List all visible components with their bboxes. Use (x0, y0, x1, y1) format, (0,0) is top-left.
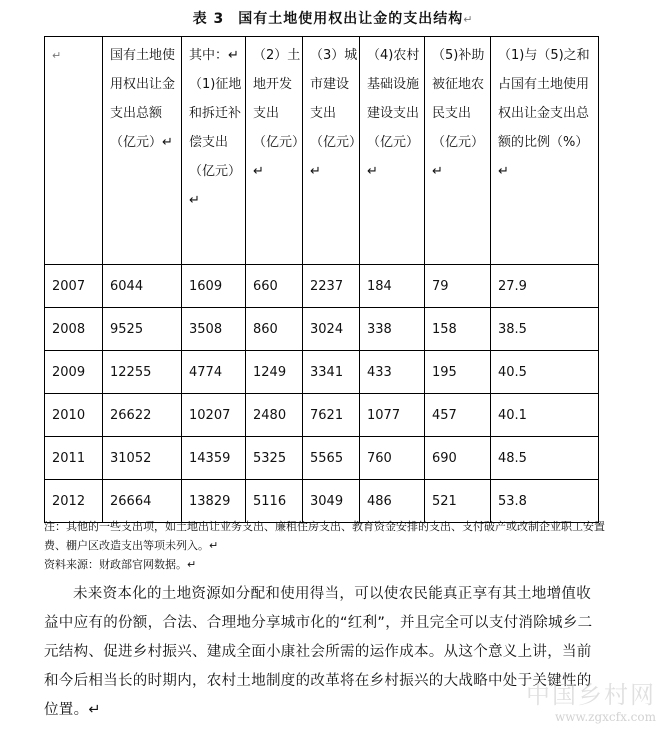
expenditure-table (44, 36, 599, 523)
table-cell: 48.5 (491, 437, 599, 480)
table-cell: 1249 (246, 351, 303, 394)
table-cell: 433 (360, 351, 425, 394)
table-cell: 53.8 (491, 480, 599, 523)
table-note (44, 517, 624, 574)
table-cell: 6044 (103, 265, 182, 308)
table-cell: 486 (360, 480, 425, 523)
table-cell: 3508 (182, 308, 246, 351)
table-cell: 2011 (45, 437, 103, 480)
table-cell: 1077 (360, 394, 425, 437)
table-number: 表 3 (192, 11, 225, 27)
table-cell: 12255 (103, 351, 182, 394)
table-cell: 1609 (182, 265, 246, 308)
table-cell: 457 (425, 394, 491, 437)
table-cell: 2008 (45, 308, 103, 351)
note-text: 注：其他的一些支出项，如土地出让业务支出、廉租住房支出、教育资金安排的支出、支付破产或改制企业职工安置费、棚户区改造支出等项未列入。↵ (44, 520, 605, 552)
table-row (45, 308, 599, 351)
table-cell: 3049 (303, 480, 360, 523)
table-cell: 2009 (45, 351, 103, 394)
table-cell: 2480 (246, 394, 303, 437)
table-cell: 14359 (182, 437, 246, 480)
table-cell: 3341 (303, 351, 360, 394)
table-cell: 760 (360, 437, 425, 480)
table-row (45, 394, 599, 437)
watermark-url: www.zgxcfx.com (554, 710, 656, 724)
header-cell-farmer-subsidy: （5)补助被征地农民支出（亿元）↵ (425, 37, 491, 265)
table-cell: 2237 (303, 265, 360, 308)
table-cell: 195 (425, 351, 491, 394)
header-cell-compensation: 其中：↵（1)征地和拆迁补偿支出（亿元）↵ (182, 37, 246, 265)
table-cell: 2012 (45, 480, 103, 523)
table-row (45, 265, 599, 308)
table-cell: 3024 (303, 308, 360, 351)
table-cell: 31052 (103, 437, 182, 480)
table-cell: 2007 (45, 265, 103, 308)
table-cell: 521 (425, 480, 491, 523)
header-cell-rural-infrastructure: （4)农村基础设施建设支出（亿元）↵ (360, 37, 425, 265)
table-cell: 26664 (103, 480, 182, 523)
table-cell: 860 (246, 308, 303, 351)
paragraph-text: 未来资本化的土地资源如分配和使用得当，可以使农民能真正享有其土地增值收益中应有的份额，合法、合理地分享城市化的“红利”，并且完全可以支付消除城乡二元结构、促进乡村振兴、建成全面小康社会所需的运作成本。从这个意义上讲，当前和今后相当长的时期内，农村土地制度的改革将在乡村振兴的大战略中处于关键性的位置。↵ (44, 586, 593, 718)
table-cell: 40.5 (491, 351, 599, 394)
table-title (0, 8, 666, 28)
table-cell: 27.9 (491, 265, 599, 308)
header-cell-ratio: （1)与（5)之和占国有土地使用权出让金支出总额的比例（%）↵ (491, 37, 599, 265)
table-cell: 690 (425, 437, 491, 480)
site-watermark (526, 675, 656, 724)
table-header-row (45, 37, 599, 265)
table-cell: 660 (246, 265, 303, 308)
header-cell-year: ↵ (45, 37, 103, 265)
table-cell: 184 (360, 265, 425, 308)
table-cell: 13829 (182, 480, 246, 523)
table-cell: 79 (425, 265, 491, 308)
watermark-logo: 中国乡村网 (526, 681, 656, 709)
table-row (45, 437, 599, 480)
table-cell: 26622 (103, 394, 182, 437)
table-cell: 5116 (246, 480, 303, 523)
header-cell-total: 国有土地使用权出让金支出总额（亿元）↵ (103, 37, 182, 265)
source-text: 资料来源：财政部官网数据。↵ (44, 558, 197, 571)
header-cell-urban-construction: （3）城市建设支出（亿元）↵ (303, 37, 360, 265)
table-cell: 2010 (45, 394, 103, 437)
table-cell: 38.5 (491, 308, 599, 351)
table-cell: 40.1 (491, 394, 599, 437)
table-cell: 5565 (303, 437, 360, 480)
table-cell: 4774 (182, 351, 246, 394)
table-cell: 7621 (303, 394, 360, 437)
table-cell: 10207 (182, 394, 246, 437)
table-row (45, 351, 599, 394)
table-cell: 158 (425, 308, 491, 351)
table-cell: 338 (360, 308, 425, 351)
header-cell-land-development: （2）土地开发支出（亿元）↵ (246, 37, 303, 265)
body-paragraph (44, 580, 604, 725)
table-cell: 9525 (103, 308, 182, 351)
return-mark-icon: ↵ (463, 13, 474, 26)
table-cell: 5325 (246, 437, 303, 480)
table-caption: 国有土地使用权出让金的支出结构 (238, 11, 464, 27)
